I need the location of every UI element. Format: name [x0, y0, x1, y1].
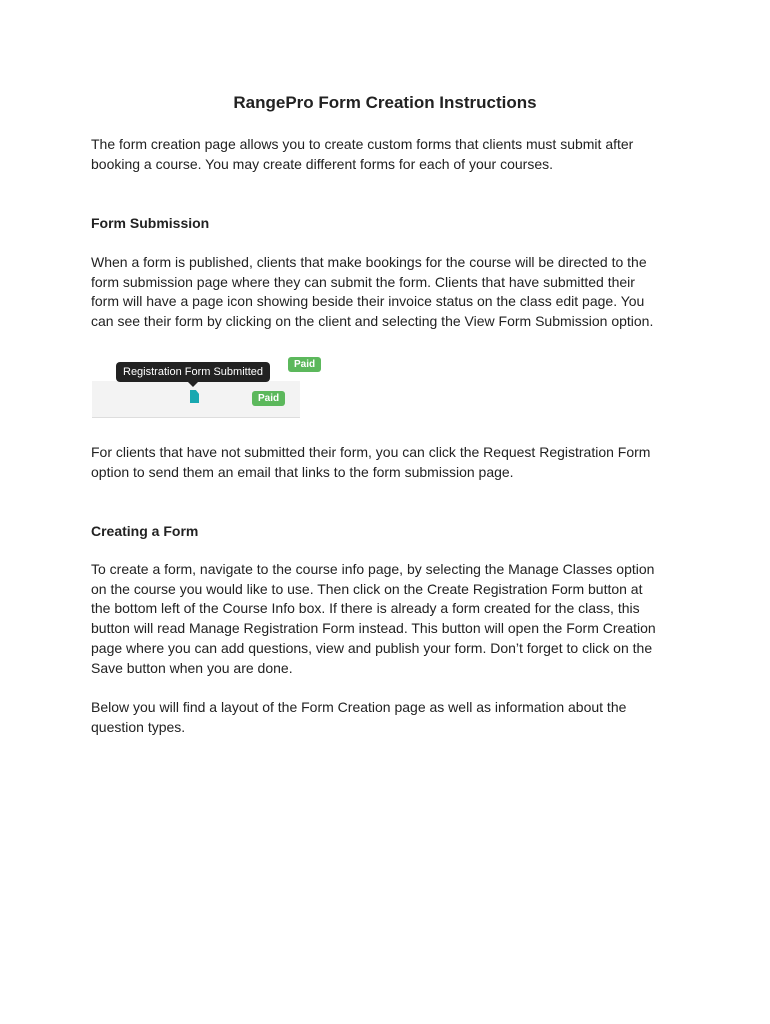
text-line: option to send them an email that links to the form submission page.	[91, 463, 514, 480]
text-line: question types.	[91, 718, 186, 735]
section-heading-creating-form: Creating a Form	[91, 523, 199, 539]
text-line: button will read Manage Registration Form instead. This button will open the Form Creation	[91, 620, 656, 637]
text-line: For clients that have not submitted their form, you can click the Request Registration Form	[91, 444, 651, 460]
text-line: booking a course. You may create different forms for each of your courses.	[91, 155, 553, 172]
form-submitted-screenshot	[92, 355, 316, 419]
paid-badge: Paid	[288, 357, 321, 372]
text-line: To create a form, navigate to the course info page, by selecting the Manage Classes option	[91, 561, 655, 577]
text-line: can see their form by clicking on the client and selecting the View Form Submission option.	[91, 313, 654, 330]
text-line: Below you will find a layout of the Form Creation page as well as information about the	[91, 699, 627, 715]
page-icon	[190, 390, 199, 403]
text-line: The form creation page allows you to create custom forms that clients must submit after	[91, 136, 634, 152]
intro-paragraph	[91, 135, 633, 174]
tooltip: Registration Form Submitted	[116, 362, 270, 382]
text-line: on the course you would like to use. Then click on the Create Registration Form button at	[91, 580, 643, 597]
text-line: form submission page where they can submit the form. Clients that have submitted their	[91, 273, 635, 290]
text-line: page where you can add questions, view and publish your form. Don’t forget to click on the	[91, 639, 653, 656]
paid-badge: Paid	[252, 391, 285, 406]
request-form-paragraph	[91, 443, 650, 482]
text-line: form will have a page icon showing beside their invoice status on the class edit page. You	[91, 293, 645, 310]
page-title: RangePro Form Creation Instructions	[233, 93, 537, 112]
section-heading-form-submission: Form Submission	[91, 215, 210, 231]
creating-form-paragraph	[91, 560, 656, 678]
form-submission-paragraph	[91, 253, 653, 332]
layout-paragraph	[91, 698, 626, 737]
text-line: Save button when you are done.	[91, 659, 293, 676]
text-line: When a form is published, clients that make bookings for the course will be directed to the	[91, 254, 647, 270]
text-line: the bottom left of the Course Info box. If there is already a form created for the class, this	[91, 600, 640, 617]
